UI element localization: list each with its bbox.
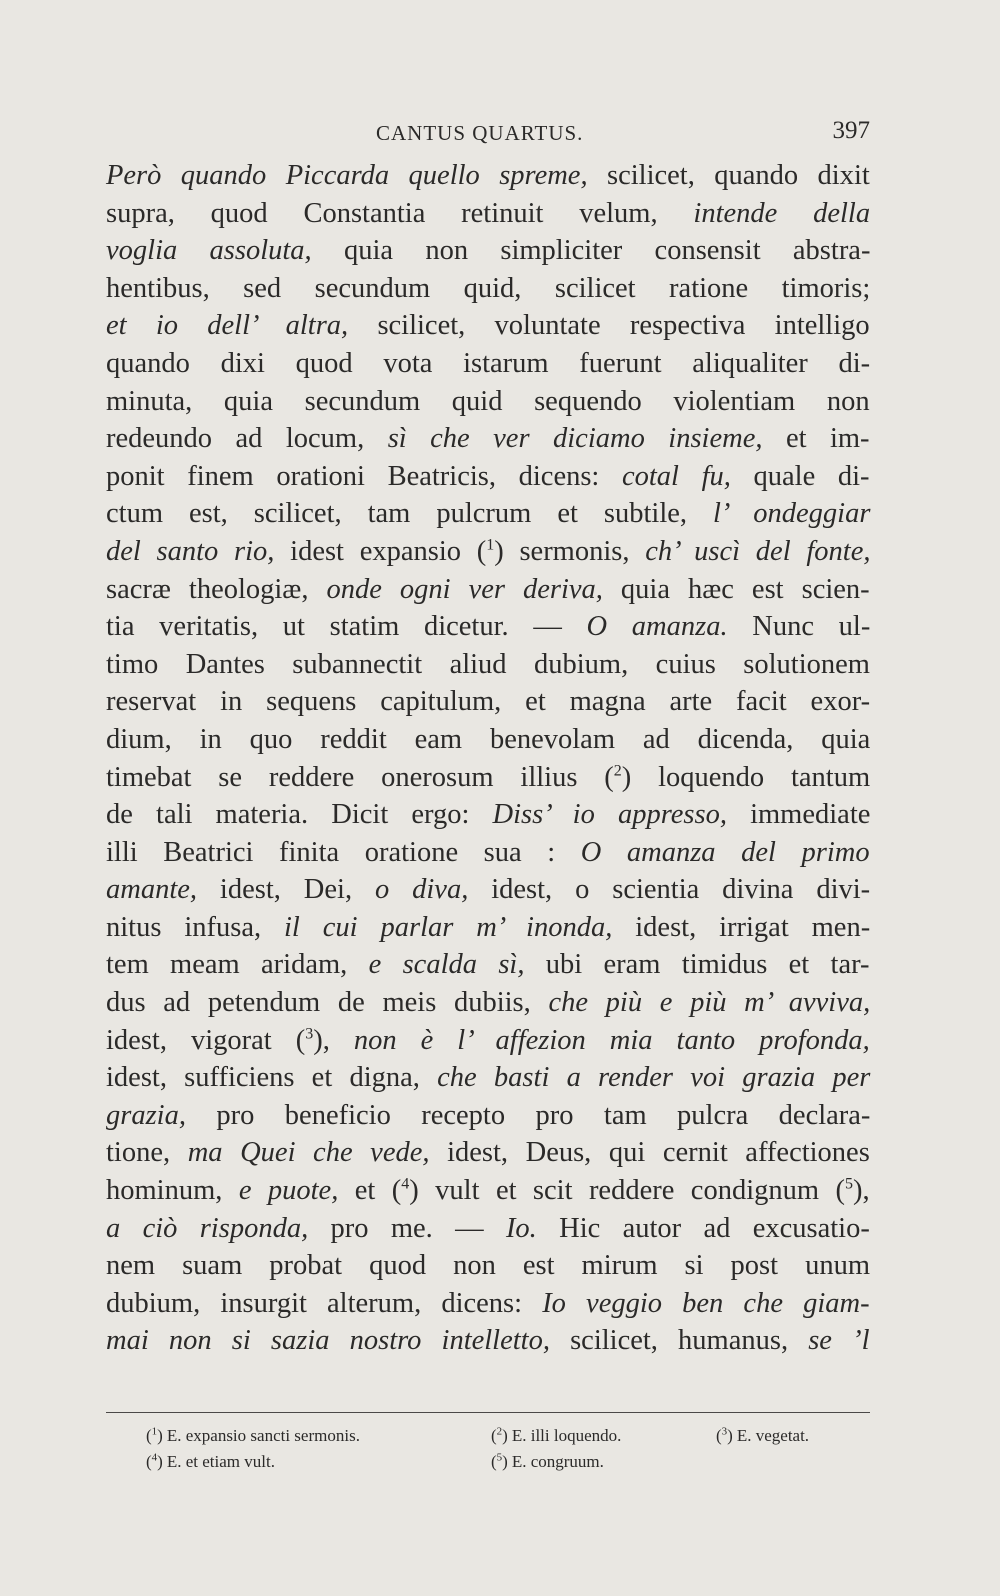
italic-quote: il cui parlar m’ inonda,: [284, 911, 613, 943]
text-run: pro me. —: [308, 1212, 506, 1244]
italic-quote: a ciò risponda,: [106, 1212, 309, 1244]
text-line: [106, 1322, 870, 1360]
italic-quote: Diss’ io appresso,: [492, 799, 727, 831]
italic-quote: che basti a render voi grazia per: [437, 1062, 871, 1094]
text-run: ponit finem orationi Beatricis, dicens:: [106, 460, 622, 492]
text-run: tione,: [106, 1137, 188, 1169]
footnote-ref: 4: [401, 1175, 410, 1193]
italic-quote: e puote,: [238, 1175, 339, 1207]
italic-quote: voglia assoluta,: [106, 235, 312, 267]
page-header: [106, 117, 870, 153]
text-run: de tali materia. Dicit ergo:: [106, 799, 493, 831]
text-run: dubium, insurgit alterum, dicens:: [106, 1287, 543, 1319]
text-run: nem suam probat quod non est mirum si post unum: [106, 1250, 871, 1282]
footnote-2: ($^2$) E. illi loquendo.: [491, 1425, 622, 1445]
text-line: [106, 1059, 870, 1097]
text-run: et im-: [762, 423, 870, 455]
commentary-text: [106, 157, 870, 1360]
italic-quote: Però quando Piccarda quello spreme,: [106, 160, 588, 191]
running-title: CANTUS QUARTUS.: [376, 121, 584, 145]
text-run: pro beneficio recepto pro tam pulcra declara-: [185, 1099, 871, 1131]
italic-quote: grazia,: [106, 1099, 186, 1131]
text-run: reservat in sequens capitulum, et magna arte facit exor-: [106, 686, 871, 718]
text-run: idest, irrigat men-: [612, 911, 871, 943]
text-run: ),: [313, 1024, 354, 1056]
text-line: [106, 646, 870, 684]
text-line: [106, 608, 870, 646]
italic-quote: se ’l: [808, 1325, 870, 1357]
text-line: [106, 871, 870, 909]
text-line: [106, 420, 870, 458]
text-line: [106, 533, 870, 571]
text-line: [106, 984, 870, 1022]
text-line: [106, 721, 870, 759]
text-run: idest, Deus, qui cernit affectiones: [429, 1137, 870, 1169]
text-line: [106, 383, 870, 421]
text-run: supra, quod Constantia retinuit velum,: [106, 197, 694, 229]
footnote-3: ($^3$) E. vegetat.: [716, 1425, 810, 1445]
text-run: idest, sufficiens et digna,: [106, 1062, 438, 1094]
italic-quote: Io.: [505, 1212, 537, 1244]
italic-quote: sì che ver diciamo insieme,: [387, 423, 763, 455]
text-run: idest expansio (: [274, 535, 487, 567]
text-run: dus ad petendum de meis dubiis,: [106, 987, 549, 1019]
footnote-5: ($^5$) E. congruum.: [491, 1451, 604, 1471]
text-line: [106, 195, 870, 233]
italic-quote: Io veggio ben che giam-: [542, 1287, 870, 1319]
text-run: quia hæc est scien-: [602, 573, 870, 605]
italic-quote: ma Quei che vede,: [187, 1137, 430, 1169]
italic-quote: cotal fu,: [621, 460, 731, 492]
text-run: quando dixi quod vota istarum fuerunt aliqualiter di-: [106, 347, 871, 379]
footnote-ref: 2: [613, 762, 622, 779]
text-line: [106, 946, 870, 984]
text-run: ),: [852, 1175, 870, 1207]
footnote-4: ($^4$) E. et etiam vult.: [146, 1451, 275, 1471]
footnote-row: [146, 1423, 870, 1449]
text-run: scilicet, humanus,: [549, 1325, 809, 1357]
text-line: [106, 1285, 870, 1323]
text-line: [106, 1134, 870, 1172]
text-line: [106, 1247, 870, 1285]
text-run: ) sermonis,: [494, 535, 646, 567]
text-line: [106, 157, 870, 195]
text-line: [106, 458, 870, 496]
footnote-row: [146, 1449, 870, 1475]
text-run: illi Beatrici finita oratione sua :: [106, 836, 581, 868]
text-run: sacræ theologiæ,: [106, 573, 327, 605]
text-run: quia non simpliciter consensit abstra-: [311, 235, 871, 267]
text-line: [106, 834, 870, 872]
text-run: hentibus, sed secundum quid, scilicet ratione timoris;: [106, 272, 871, 304]
text-run: idest, Dei,: [197, 874, 375, 906]
text-run: tem meam aridam,: [106, 949, 369, 981]
italic-quote: l’ ondeggiar: [713, 498, 871, 530]
text-line: [106, 495, 870, 533]
text-line: [106, 759, 870, 797]
text-run: Hic autor ad excusatio-: [536, 1212, 870, 1244]
italic-quote: ch’ uscì del fonte,: [645, 535, 871, 567]
text-line: [106, 909, 870, 947]
text-line: [106, 571, 870, 609]
italic-quote: et io dell’ altra,: [106, 310, 349, 342]
italic-quote: O amanza del primo: [580, 836, 870, 868]
footnote-1: ($^1$) E. expansio sancti sermonis.: [146, 1425, 360, 1445]
text-run: quale di-: [730, 460, 870, 492]
footnote-ref: 5: [844, 1175, 853, 1193]
page-number: 397: [832, 117, 870, 144]
text-run: idest, vigorat (: [106, 1024, 306, 1056]
text-line: [106, 796, 870, 834]
footnote-rule: [106, 1412, 870, 1413]
italic-quote: onde ogni ver deriva,: [326, 573, 603, 605]
text-run: ctum est, scilicet, tam pulcrum et subtile,: [106, 498, 714, 530]
italic-quote: che più e più m’ avviva,: [548, 987, 871, 1019]
text-line: [106, 683, 870, 721]
text-line: [106, 307, 870, 345]
italic-quote: O amanza.: [586, 611, 728, 643]
text-run: nitus infusa,: [106, 911, 285, 943]
text-run: Nunc ul-: [727, 611, 871, 643]
footnote-ref: 3: [305, 1025, 314, 1043]
text-run: ubi eram timidus et tar-: [524, 949, 870, 981]
text-run: tia veritatis, ut statim dicetur. —: [106, 611, 587, 643]
text-run: immediate: [726, 799, 871, 831]
text-run: minuta, quia secundum quid sequendo violentiam non: [106, 385, 870, 417]
text-line: [106, 270, 870, 308]
italic-quote: del santo rio,: [106, 535, 275, 567]
text-run: scilicet, voluntate respectiva intelligo: [348, 310, 870, 342]
italic-quote: intende della: [693, 197, 871, 229]
text-run: hominum,: [106, 1175, 239, 1207]
italic-quote: non è l’ affezion mia tanto profonda,: [353, 1024, 870, 1056]
text-line: [106, 1097, 870, 1135]
text-run: redeundo ad locum,: [106, 423, 388, 455]
italic-quote: amante,: [106, 874, 198, 906]
text-run: scilicet, quando dixit: [587, 160, 870, 191]
text-line: [106, 1022, 870, 1060]
text-line: [106, 232, 870, 270]
text-run: timebat se reddere onerosum illius (: [106, 761, 614, 793]
italic-quote: mai non si sazia nostro intelletto,: [106, 1325, 550, 1357]
footnotes: [146, 1423, 870, 1475]
text-run: ) loquendo tantum: [621, 761, 871, 793]
text-run: timo Dantes subannectit aliud dubium, cuius solutionem: [106, 648, 870, 680]
text-line: [106, 1210, 870, 1248]
italic-quote: o diva,: [374, 874, 469, 906]
text-run: dium, in quo reddit eam benevolam ad dicenda, quia: [106, 723, 871, 755]
text-line: [106, 1172, 870, 1210]
text-line: [106, 345, 870, 383]
text-run: idest, o scientia divina divi-: [468, 874, 871, 906]
italic-quote: e scalda sì,: [368, 949, 525, 981]
text-run: et (: [338, 1175, 402, 1207]
footnote-ref: 1: [486, 536, 495, 554]
text-run: ) vult et scit reddere condignum (: [409, 1175, 845, 1207]
